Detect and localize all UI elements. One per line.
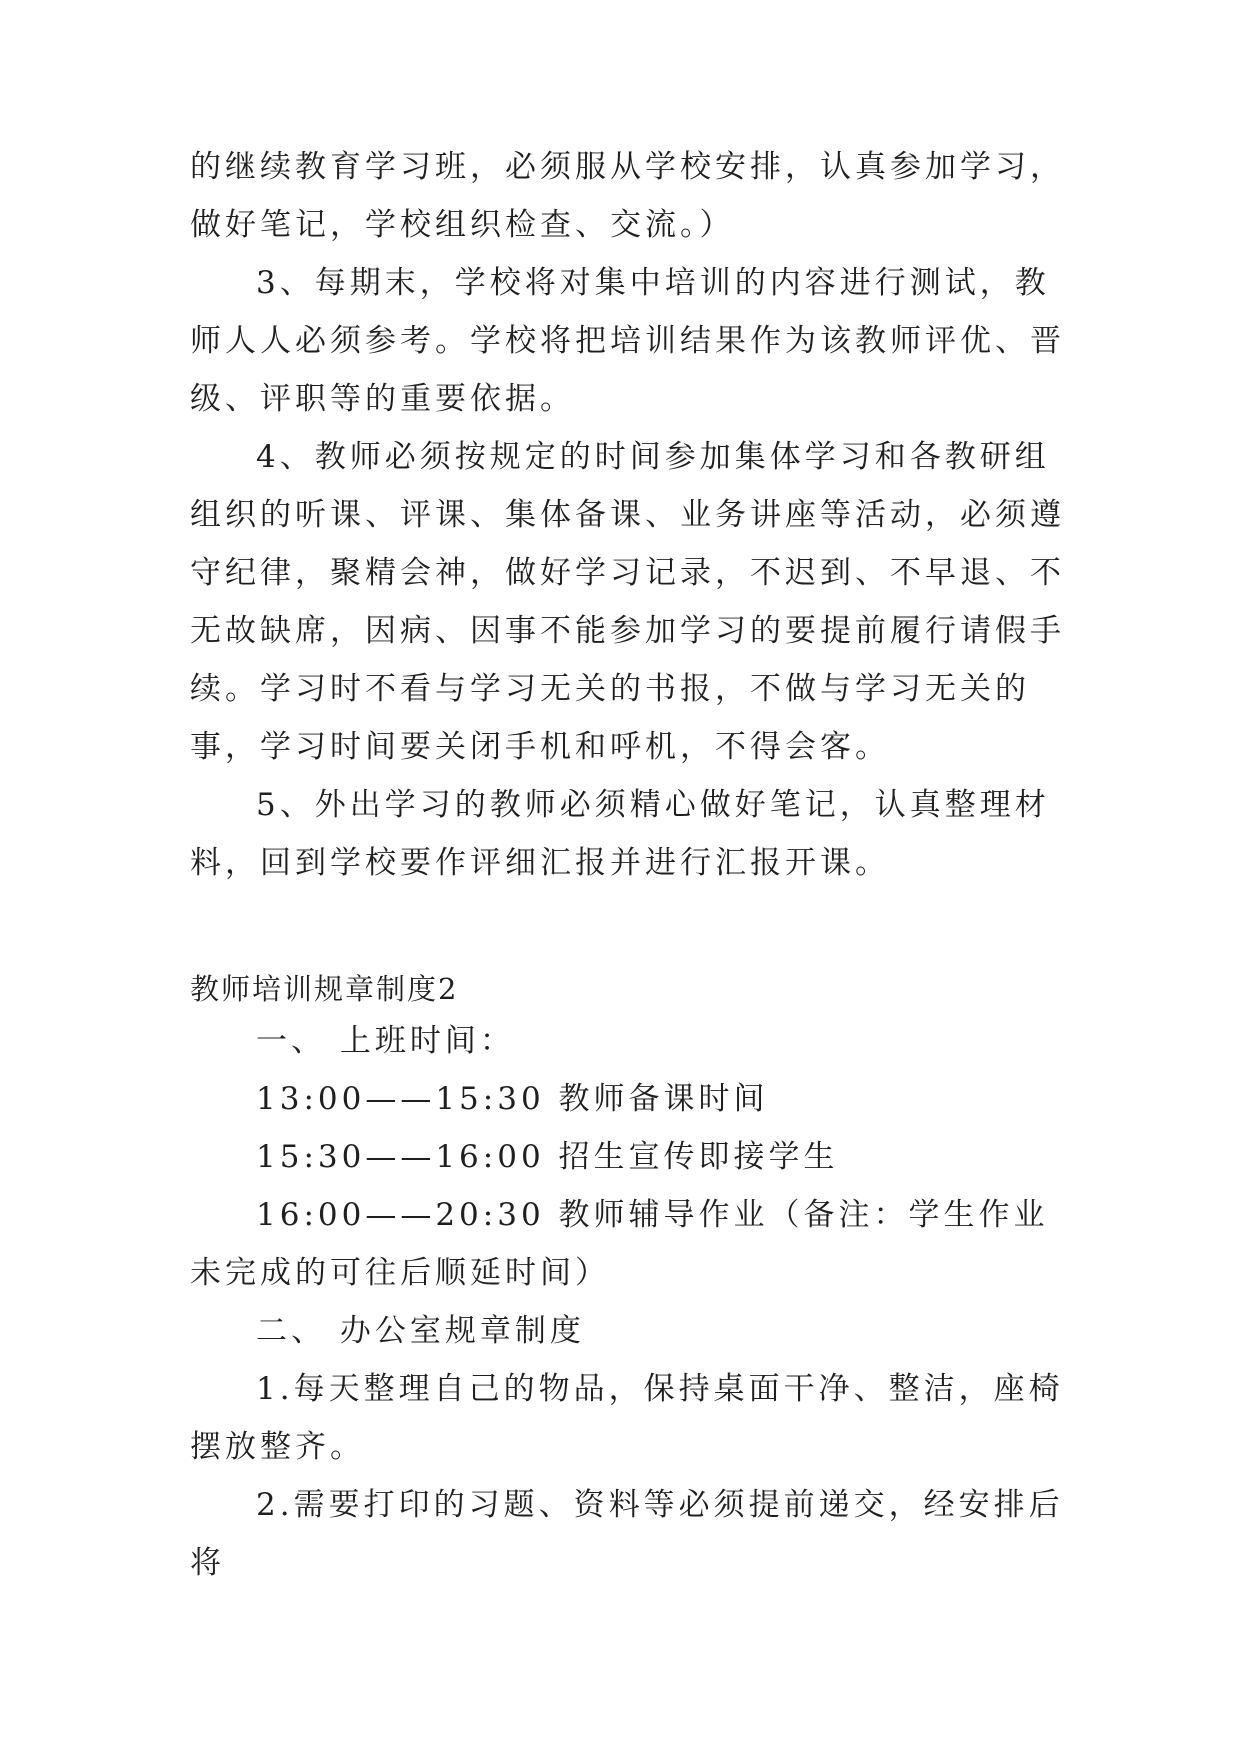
schedule-line-3: 16:00——20:30 教师辅导作业（备注：学生作业未完成的可往后顺延时间） xyxy=(190,1197,1049,1291)
section-heading-work-hours: 一、 上班时间： xyxy=(256,1023,515,1059)
office-rule-1: 1.每天整理自己的物品，保持桌面干净、整洁，座椅摆放整齐。 xyxy=(190,1371,1064,1465)
section-title: 教师培训规章制度2 xyxy=(190,972,459,1006)
section-heading-office-rules: 二、 办公室规章制度 xyxy=(256,1313,585,1349)
schedule-line-1: 13:00——15:30 教师备课时间 xyxy=(256,1081,769,1117)
paragraph-item-4: 4、教师必须按规定的时间参加集体学习和各教研组组织的听课、评课、集体备课、业务讲座等活动，必须遵守纪律，聚精会神，做好学习记录，不迟到、不早退、不无故缺席，因病、因事不能参加学习的要提前履行请假手续。学习时不看与学习无关的书报，不做与学习无关的事，学习时间要关闭手机和呼机，不得会客。 xyxy=(190,439,1065,765)
paragraph-continued: 的继续教育学习班，必须服从学校安排，认真参加学习，做好笔记，学校组织检查、交流。） xyxy=(190,149,1065,243)
office-rule-2: 2.需要打印的习题、资料等必须提前递交，经安排后将 xyxy=(190,1487,1064,1581)
paragraph-item-5: 5、外出学习的教师必须精心做好笔记，认真整理材料，回到学校要作评细汇报并进行汇报开课。 xyxy=(190,787,1050,881)
paragraph-item-3: 3、每期末，学校将对集中培训的内容进行测试，教师人人必须参考。学校将把培训结果作为该教师评优、晋级、评职等的重要依据。 xyxy=(190,265,1065,417)
schedule-line-2: 15:30——16:00 招生宣传即接学生 xyxy=(256,1139,839,1175)
